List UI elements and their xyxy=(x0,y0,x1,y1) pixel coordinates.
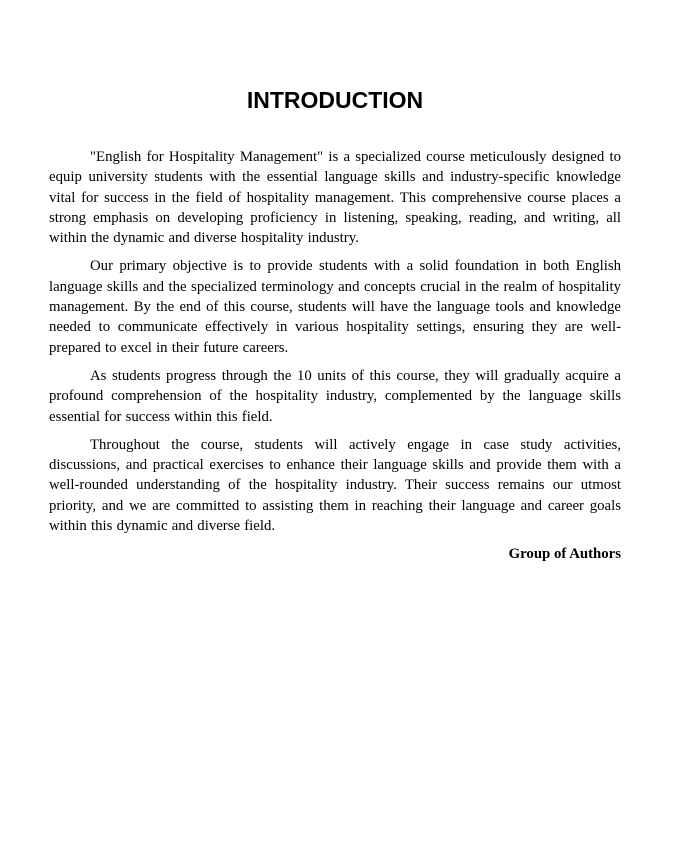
page-title: INTRODUCTION xyxy=(246,87,424,113)
intro-paragraph-1: "English for Hospitality Management" is a specialized course meticulously designed to equip university students with the essential language skills and industry-specific knowledge vital for success in the field of hospitality management. This comprehensive course places a strong emphasis on developing proficiency in listening, speaking, reading, and writing, all within the dynamic and diverse hospitality industry. xyxy=(49,149,621,247)
intro-paragraph-3: As students progress through the 10 units of this course, they will gradually acquire a profound comprehension of the hospitality industry, complemented by the language skills essential for success within this field. xyxy=(49,367,621,425)
intro-paragraph-2: Our primary objective is to provide students with a solid foundation in both English language skills and the specialized terminology and concepts crucial in the realm of hospitality management. By the end of this course, students will have the language tools and knowledge needed to communicate effectively in various hospitality settings, ensuring they are well-prepared to excel in their future careers. xyxy=(49,258,621,356)
signature-line: Group of Authors xyxy=(508,546,621,563)
intro-paragraph-4: Throughout the course, students will actively engage in case study activities, discussions, and practical exercises to enhance their language skills and provide them with a well-rounded understanding of the hospitality industry. Their success remains our utmost priority, and we are committed to assisting them in reaching their language and career goals within this dynamic and diverse field. xyxy=(49,436,621,535)
